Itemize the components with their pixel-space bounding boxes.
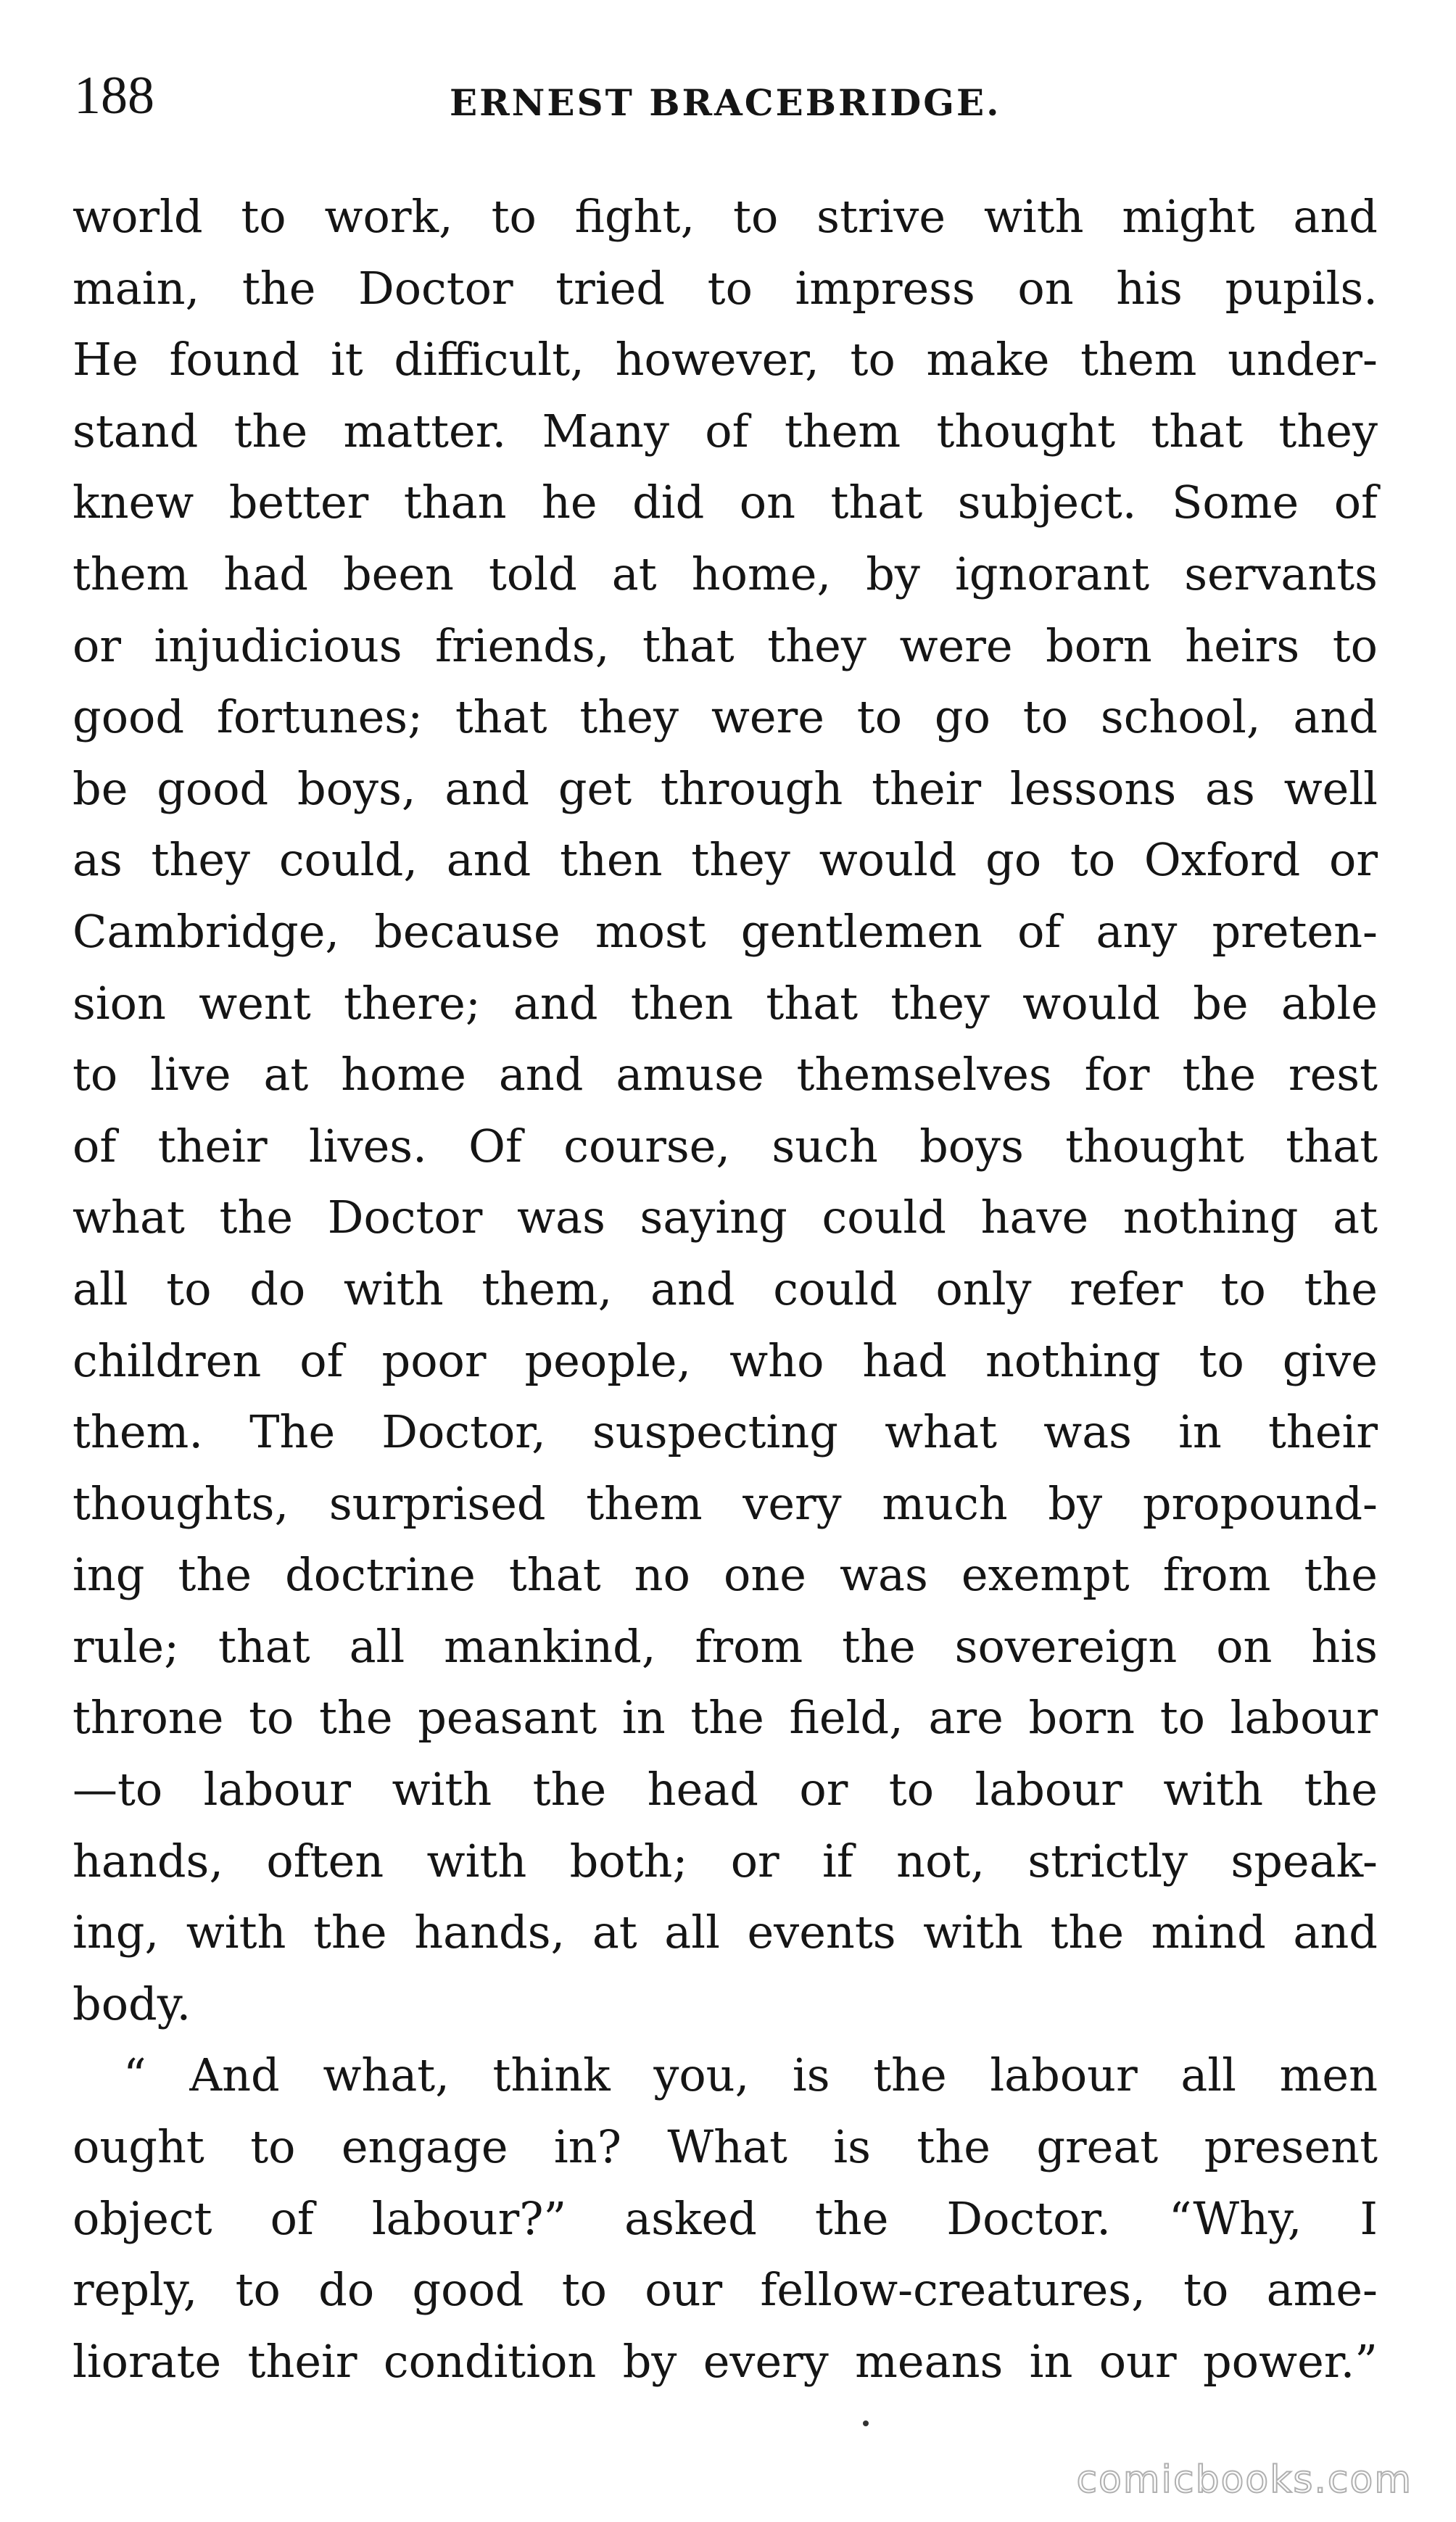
text-line: ing the doctrine that no one was exempt from the: [73, 1548, 1378, 1602]
ink-dot: [863, 2420, 869, 2426]
text-line: be good boys, and get through their lessons as well: [73, 761, 1378, 815]
text-line: hands, often with both; or if not, strictly speak-: [73, 1834, 1378, 1888]
text-line: thoughts, surprised them very much by propound-: [73, 1476, 1378, 1530]
page-number: 188: [74, 66, 154, 125]
text-line: them had been told at home, by ignorant servants: [73, 547, 1378, 600]
text-line: them. The Doctor, suspecting what was in their: [73, 1405, 1378, 1459]
text-line: to live at home and amuse themselves for the rest: [73, 1048, 1378, 1101]
text-line: rule; that all mankind, from the sovereign on his: [73, 1619, 1378, 1673]
text-line: stand the matter. Many of them thought that they: [73, 404, 1378, 458]
text-line: all to do with them, and could only refer to the: [73, 1262, 1378, 1315]
text-line: liorate their condition by every means in our power.”: [73, 2334, 1378, 2388]
text-line: good fortunes; that they were to go to school, and: [73, 690, 1378, 744]
body-text: [73, 181, 1378, 2397]
text-line: reply, to do good to our fellow-creatures, to ame-: [73, 2263, 1378, 2317]
text-line: or injudicious friends, that they were born heirs to: [73, 619, 1378, 672]
text-line: body.: [73, 1977, 191, 2030]
text-line: Cambridge, because most gentlemen of any preten-: [73, 904, 1378, 958]
text-line: “ And what, think you, is the labour all men: [123, 2048, 1378, 2102]
text-line: children of poor people, who had nothing to give: [73, 1334, 1378, 1387]
text-line: of their lives. Of course, such boys thought that: [73, 1119, 1378, 1173]
text-line: as they could, and then they would go to Oxford or: [73, 833, 1378, 887]
text-line: main, the Doctor tried to impress on his pupils.: [73, 261, 1378, 315]
text-line: what the Doctor was saying could have nothing at: [73, 1191, 1378, 1244]
running-title: ERNEST BRACEBRIDGE.: [450, 81, 1001, 124]
text-line: ought to engage in? What is the great present: [73, 2120, 1378, 2174]
text-line: ing, with the hands, at all events with the mind and: [73, 1906, 1378, 1959]
text-line: throne to the peasant in the field, are born to labour: [73, 1691, 1378, 1745]
text-line: sion went there; and then that they would be able: [73, 976, 1378, 1030]
text-line: object of labour?” asked the Doctor. “Why, I: [73, 2191, 1378, 2245]
text-line: knew better than he did on that subject. Some of: [73, 476, 1378, 529]
text-line: —to labour with the head or to labour with the: [73, 1763, 1378, 1816]
watermark: comicbooks.com: [1076, 2458, 1412, 2502]
text-line: world to work, to fight, to strive with might and: [73, 190, 1378, 243]
text-line: He found it difficult, however, to make them under-: [73, 333, 1378, 386]
